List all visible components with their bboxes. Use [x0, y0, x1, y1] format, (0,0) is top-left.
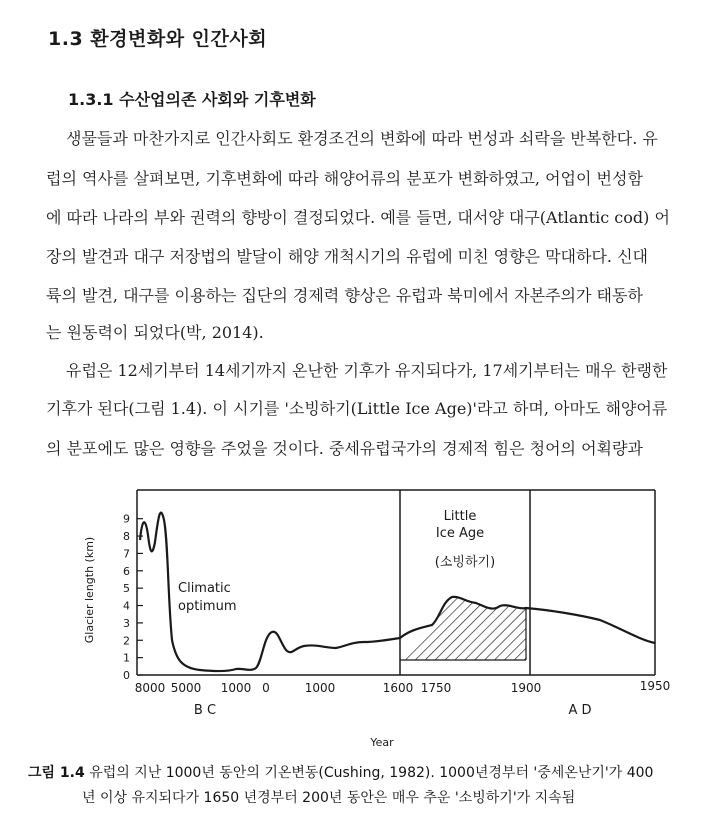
y-tick-label: 8 — [123, 530, 130, 544]
y-tick-label: 2 — [123, 634, 130, 648]
paragraph-line: 륙의 발견, 대구를 이용하는 집단의 경제력 향상은 유럽과 북미에서 자본주의가 태동하 — [46, 286, 643, 305]
paragraph-line: 장의 발견과 대구 저장법의 발달이 해양 개척시기의 유럽에 미친 영향은 막대하다. 신대 — [46, 247, 648, 266]
x-tick-label: 8000 — [134, 681, 166, 695]
x-tick-label: 1900 — [510, 681, 542, 695]
figure-caption-line-2: 년 이상 유지되다가 1650 년경부터 200년 동안은 매우 추운 '소빙하기'가 지속됨 — [82, 790, 576, 806]
y-tick-label: 0 — [123, 669, 130, 682]
x-tick-label: 1000 — [220, 681, 252, 695]
paragraph-line: 는 원동력이 되었다(박, 2014). — [46, 323, 264, 342]
annotation-climatic: Climatic — [178, 581, 231, 596]
caption-text: 유럽의 지난 1000년 동안의 기온변동(Cushing, 1982). 1000년경부터 '중세온난기'가 400 — [89, 765, 654, 781]
y-tick-label: 5 — [123, 582, 130, 596]
annotation-little: Little — [443, 509, 477, 524]
figure-caption-line-1 — [28, 762, 653, 782]
x-tick-label: 1950 — [639, 679, 671, 693]
paragraph-line: 유럽은 12세기부터 14세기까지 온난한 기후가 유지되다가, 17세기부터는 매우 한랭한 — [66, 361, 668, 380]
x-tick-label: 1000 — [304, 681, 336, 695]
era-label-ad: A D — [568, 703, 592, 718]
y-tick-label: 6 — [123, 564, 130, 578]
paragraph-line: 럽의 역사를 살펴보면, 기후변화에 따라 해양어류의 분포가 변화하였고, 어업이 번성함 — [46, 169, 643, 188]
x-tick-label: 5000 — [170, 681, 202, 695]
paragraph-line: 에 따라 나라의 부와 권력의 향방이 결정되었다. 예를 들면, 대서양 대구(Atlantic cod) 어 — [46, 208, 670, 227]
subsection-heading: 1.3.1 수산업의존 사회와 기후변화 — [68, 90, 316, 109]
figure-label: 그림 1.4 — [28, 765, 85, 781]
glacier-length-chart — [80, 480, 680, 755]
paragraph-line: 기후가 된다(그림 1.4). 이 시기를 '소빙하기(Little Ice Age)'라고 하며, 아마도 해양어류 — [46, 399, 668, 418]
y-tick-label: 3 — [123, 616, 130, 630]
y-tick-label: 9 — [123, 512, 130, 526]
section-heading: 1.3 환경변화와 인간사회 — [48, 28, 268, 50]
y-tick-label: 1 — [123, 651, 130, 665]
paragraph-line: 생물들과 마찬가지로 인간사회도 환경조건의 변화에 따라 번성과 쇠락을 반복한다. 유 — [66, 129, 658, 148]
annotation-optimum: optimum — [178, 599, 237, 614]
x-tick-label: 0 — [262, 681, 270, 695]
era-label-bc: B C — [193, 703, 217, 718]
annotation-sobingha: (소빙하기) — [434, 555, 496, 570]
x-tick-label: 1750 — [420, 681, 452, 695]
y-tick-label: 4 — [123, 599, 130, 613]
y-axis-label: Glacier length (km) — [83, 536, 96, 644]
x-axis-label: Year — [370, 736, 394, 749]
y-tick-label: 7 — [123, 547, 130, 561]
annotation-ice-age: Ice Age — [435, 526, 485, 541]
x-tick-label: 1600 — [382, 681, 414, 695]
paragraph-line: 의 분포에도 많은 영향을 주었을 것이다. 중세유럽국가의 경제적 힘은 청어의 어획량과 — [46, 439, 643, 458]
